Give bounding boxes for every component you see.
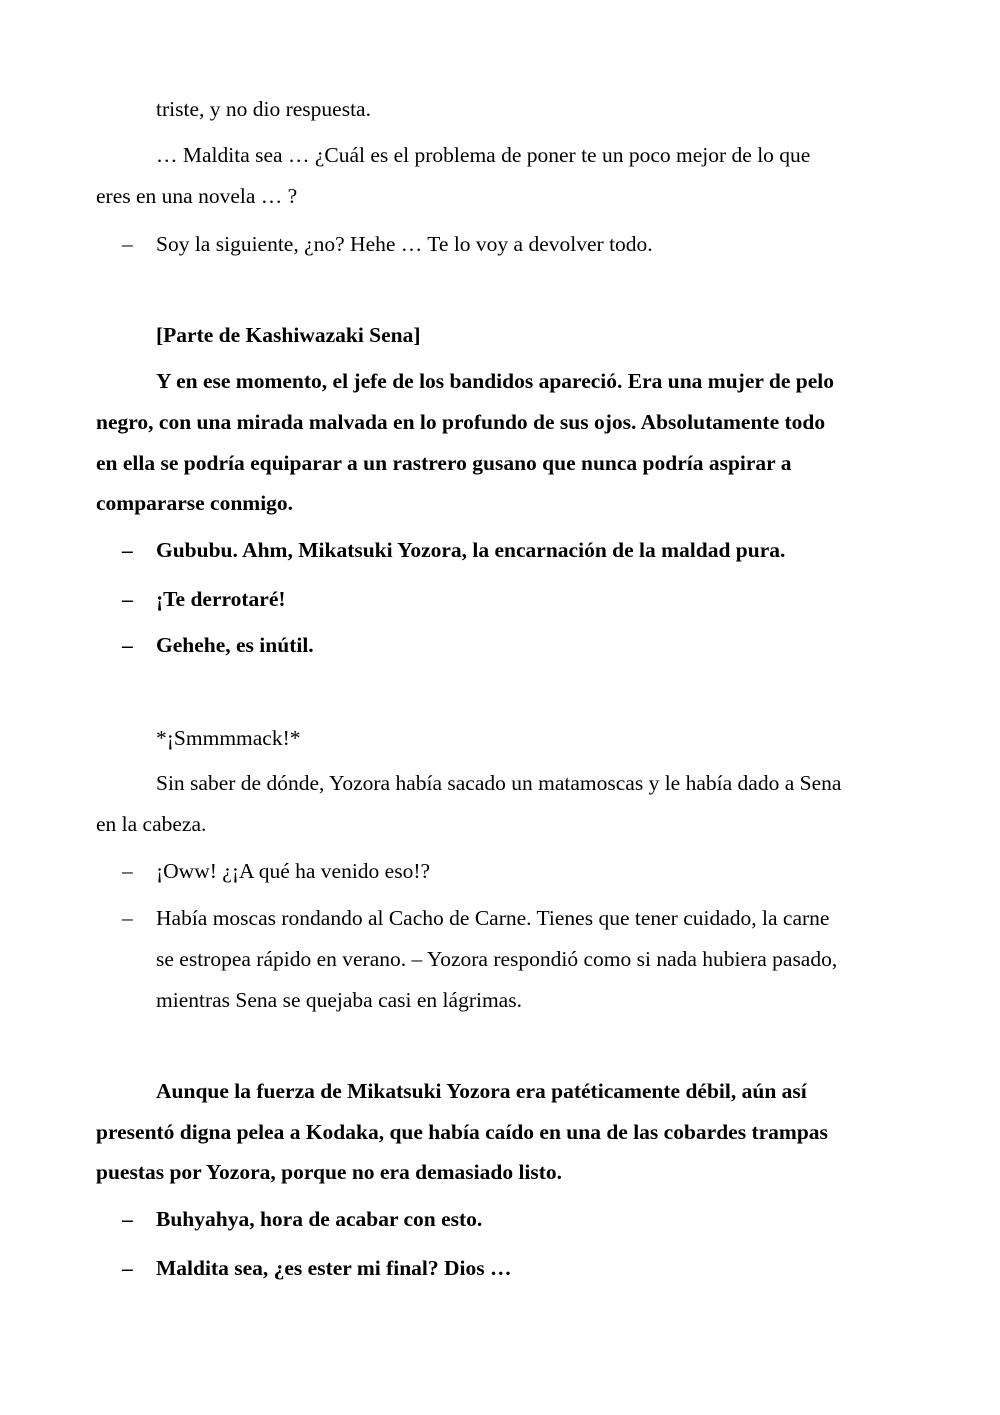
paragraph-line: Aunque la fuerza de Mikatsuki Yozora era patéticamente débil, aún así (156, 1079, 807, 1103)
sound-effect-line: *¡Smmmmack!* (156, 726, 301, 750)
paragraph-line: puestas por Yozora, porque no era demasiado listo. (96, 1160, 563, 1184)
dialogue-dash: – (122, 1256, 133, 1280)
dialogue-dash: – (122, 232, 133, 256)
dialogue-line: mientras Sena se quejaba casi en lágrimas. (156, 988, 522, 1012)
paragraph-line: en ella se podría equiparar a un rastrero gusano que nunca podría aspirar a (96, 451, 792, 475)
paragraph-line: negro, con una mirada malvada en lo profundo de sus ojos. Absolutamente todo (96, 410, 826, 434)
dialogue-dash: – (122, 538, 133, 562)
dialogue-line: Gububu. Ahm, Mikatsuki Yozora, la encarnación de la maldad pura. (156, 538, 786, 562)
dialogue-line: Buhyahya, hora de acabar con esto. (156, 1207, 483, 1231)
dialogue-line: ¡Te derrotaré! (156, 587, 286, 611)
paragraph-line: Sin saber de dónde, Yozora había sacado un matamoscas y le había dado a Sena (156, 771, 842, 795)
dialogue-line: Había moscas rondando al Cacho de Carne. Tienes que tener cuidado, la carne (156, 906, 830, 930)
dialogue-line: ¡Oww! ¿¡A qué ha venido eso!? (156, 859, 431, 883)
dialogue-dash: – (122, 906, 133, 930)
dialogue-line: Gehehe, es inútil. (156, 633, 314, 657)
dialogue-line: Maldita sea, ¿es ester mi final? Dios … (156, 1256, 512, 1280)
paragraph-line: eres en una novela … ? (96, 184, 298, 208)
dialogue-dash: – (122, 587, 133, 611)
paragraph-line: Y en ese momento, el jefe de los bandidos apareció. Era una mujer de pelo (156, 369, 835, 393)
paragraph-line: triste, y no dio respuesta. (156, 97, 371, 121)
paragraph-line: compararse conmigo. (96, 491, 294, 515)
dialogue-line: Soy la siguiente, ¿no? Hehe … Te lo voy a devolver todo. (156, 232, 653, 256)
dialogue-line: se estropea rápido en verano. – Yozora respondió como si nada hubiera pasado, (156, 947, 838, 971)
paragraph-line: … Maldita sea … ¿Cuál es el problema de poner te un poco mejor de lo que (156, 143, 811, 167)
dialogue-dash: – (122, 633, 133, 657)
dialogue-dash: – (122, 1207, 133, 1231)
paragraph-line: en la cabeza. (96, 812, 207, 836)
dialogue-dash: – (122, 859, 133, 883)
paragraph-line: presentó digna pelea a Kodaka, que había caído en una de las cobardes trampas (96, 1120, 828, 1144)
section-heading: [Parte de Kashiwazaki Sena] (156, 323, 421, 347)
